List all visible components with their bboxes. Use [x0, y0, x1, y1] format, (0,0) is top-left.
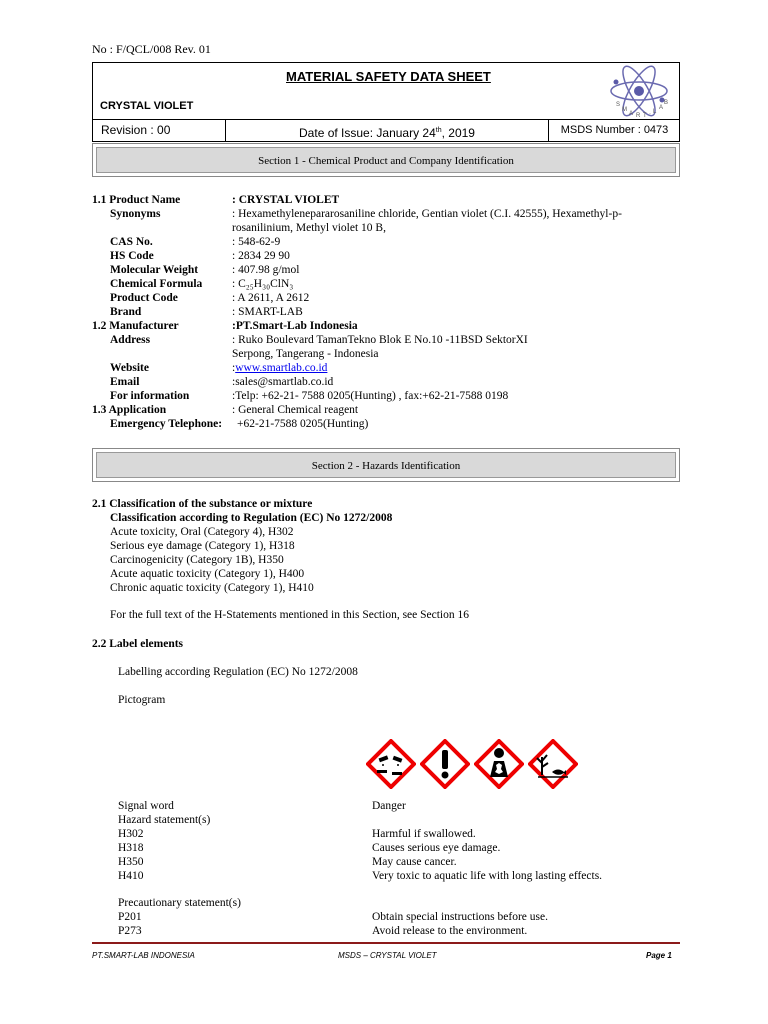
field-label: Brand	[110, 306, 142, 318]
s21-title: 2.1 Classification of the substance or mixture	[92, 498, 313, 510]
field-label: 1.2 Manufacturer	[92, 320, 179, 332]
field-value: : General Chemical reagent	[232, 404, 359, 416]
exclamation-icon	[420, 739, 470, 789]
field-value: +62-21-7588 0205(Hunting)	[237, 418, 369, 430]
field-label: Chemical Formula	[110, 278, 203, 290]
precaution-text: Avoid release to the environment.	[372, 925, 528, 937]
svg-text:S: S	[616, 102, 621, 108]
footer-page: Page 1	[646, 951, 672, 960]
classification-item: Acute aquatic toxicity (Category 1), H400	[110, 568, 305, 580]
field-label: CAS No.	[110, 236, 153, 248]
document-number: No : F/QCL/008 Rev. 01	[92, 42, 211, 56]
website-link[interactable]: www.smartlab.co.id	[235, 362, 328, 374]
document-title: MATERIAL SAFETY DATA SHEET	[286, 69, 491, 84]
s21-subtitle: Classification according to Regulation (EC) No 1272/2008	[110, 512, 393, 524]
hazard-code: H302	[118, 828, 144, 840]
svg-text:T: T	[643, 113, 647, 119]
precaution-code: P201	[118, 911, 142, 923]
footer-company: PT.SMART-LAB INDONESIA	[92, 951, 195, 960]
precaution-code: P273	[118, 925, 142, 937]
field-value: : C₂₅H₃₀ClN₃	[232, 278, 294, 290]
classification-item: Carcinogenicity (Category 1B), H350	[110, 554, 284, 566]
msds-number: MSDS Number : 0473	[560, 124, 669, 136]
section-1-header: Section 1 - Chemical Product and Company Identification	[92, 143, 680, 177]
hazard-text: Causes serious eye damage.	[372, 842, 501, 854]
field-label: 1.1 Product Name	[92, 194, 181, 206]
health-hazard-icon	[474, 739, 524, 789]
hazard-text: Harmful if swallowed.	[372, 828, 476, 840]
hazard-statements-label: Hazard statement(s)	[118, 814, 211, 826]
section-1-body	[92, 194, 692, 444]
revision: Revision : 00	[93, 120, 226, 141]
field-value: :www.smartlab.co.id	[232, 362, 328, 374]
hazard-text: May cause cancer.	[372, 856, 457, 868]
hazard-text: Very toxic to aquatic life with long lasting effects.	[372, 870, 603, 882]
field-value: : 2834 29 90	[232, 250, 290, 262]
svg-text:L: L	[653, 109, 657, 115]
field-label: Synonyms	[110, 208, 161, 220]
precaution-text: Obtain special instructions before use.	[372, 911, 548, 923]
svg-text:B: B	[664, 100, 669, 106]
hazard-code: H318	[118, 842, 144, 854]
svg-text:R: R	[636, 113, 641, 119]
pictogram-label: Pictogram	[118, 694, 166, 706]
field-value: Serpong, Tangerang - Indonesia	[232, 348, 379, 360]
field-value: : CRYSTAL VIOLET	[232, 194, 340, 206]
section-2-header: Section 2 - Hazards Identification	[92, 448, 680, 482]
classification-item: Chronic aquatic toxicity (Category 1), H410	[110, 582, 314, 594]
field-label: For information	[110, 390, 190, 402]
labelling-note: Labelling according Regulation (EC) No 1272/2008	[118, 666, 358, 678]
field-value: : A 2611, A 2612	[232, 292, 310, 304]
field-value: :PT.Smart-Lab Indonesia	[232, 320, 358, 332]
svg-text:·: ·	[649, 111, 651, 117]
revision-row	[92, 120, 680, 142]
field-value: rosanilinium, Methyl violet 10 B,	[232, 222, 386, 234]
signal-word-label: Signal word	[118, 800, 174, 812]
field-value: :Telp: +62-21- 7588 0205(Hunting) , fax:+62-21-7588 0198	[232, 390, 509, 402]
field-value: : SMART-LAB	[232, 306, 303, 318]
classification-item: Acute toxicity, Oral (Category 4), H302	[110, 526, 294, 538]
precautionary-label: Precautionary statement(s)	[118, 897, 241, 909]
signal-word: Danger	[372, 800, 406, 812]
field-label: Emergency Telephone:	[110, 418, 223, 430]
footer-divider	[92, 942, 680, 944]
field-label: Address	[110, 334, 151, 346]
field-value: : Ruko Boulevard TamanTekno Blok E No.10 -11BSD SektorXI	[232, 334, 528, 346]
field-label: Email	[110, 376, 140, 388]
field-label: Product Code	[110, 292, 178, 304]
hazard-code: H350	[118, 856, 144, 868]
field-label: 1.3 Application	[92, 404, 167, 416]
svg-text:M: M	[622, 107, 627, 113]
field-value: :sales@smartlab.co.id	[232, 376, 334, 388]
s22-title: 2.2 Label elements	[92, 638, 184, 650]
product-name-header: CRYSTAL VIOLET	[100, 100, 194, 112]
field-label: Molecular Weight	[110, 264, 199, 276]
date-of-issue: Date of Issue: January 24th, 2019	[226, 120, 549, 141]
classification-item: Serious eye damage (Category 1), H318	[110, 540, 295, 552]
hazard-code: H410	[118, 870, 144, 882]
svg-text:A: A	[629, 111, 634, 117]
svg-text:A: A	[659, 105, 664, 111]
field-label: HS Code	[110, 250, 154, 262]
field-label: Website	[110, 362, 149, 374]
full-text-note: For the full text of the H-Statements mentioned in this Section, see Section 16	[110, 609, 469, 621]
footer-doc: MSDS – CRYSTAL VIOLET	[338, 951, 437, 960]
corrosion-icon	[366, 739, 416, 789]
environment-icon	[528, 739, 578, 789]
field-value: : 407.98 g/mol	[232, 264, 300, 276]
field-value: : Hexamethylenepararosaniline chloride, Gentian violet (C.I. 42555), Hexamethyl-p-	[232, 208, 622, 220]
field-value: : 548-62-9	[232, 236, 281, 248]
smart-lab-logo	[598, 62, 680, 120]
